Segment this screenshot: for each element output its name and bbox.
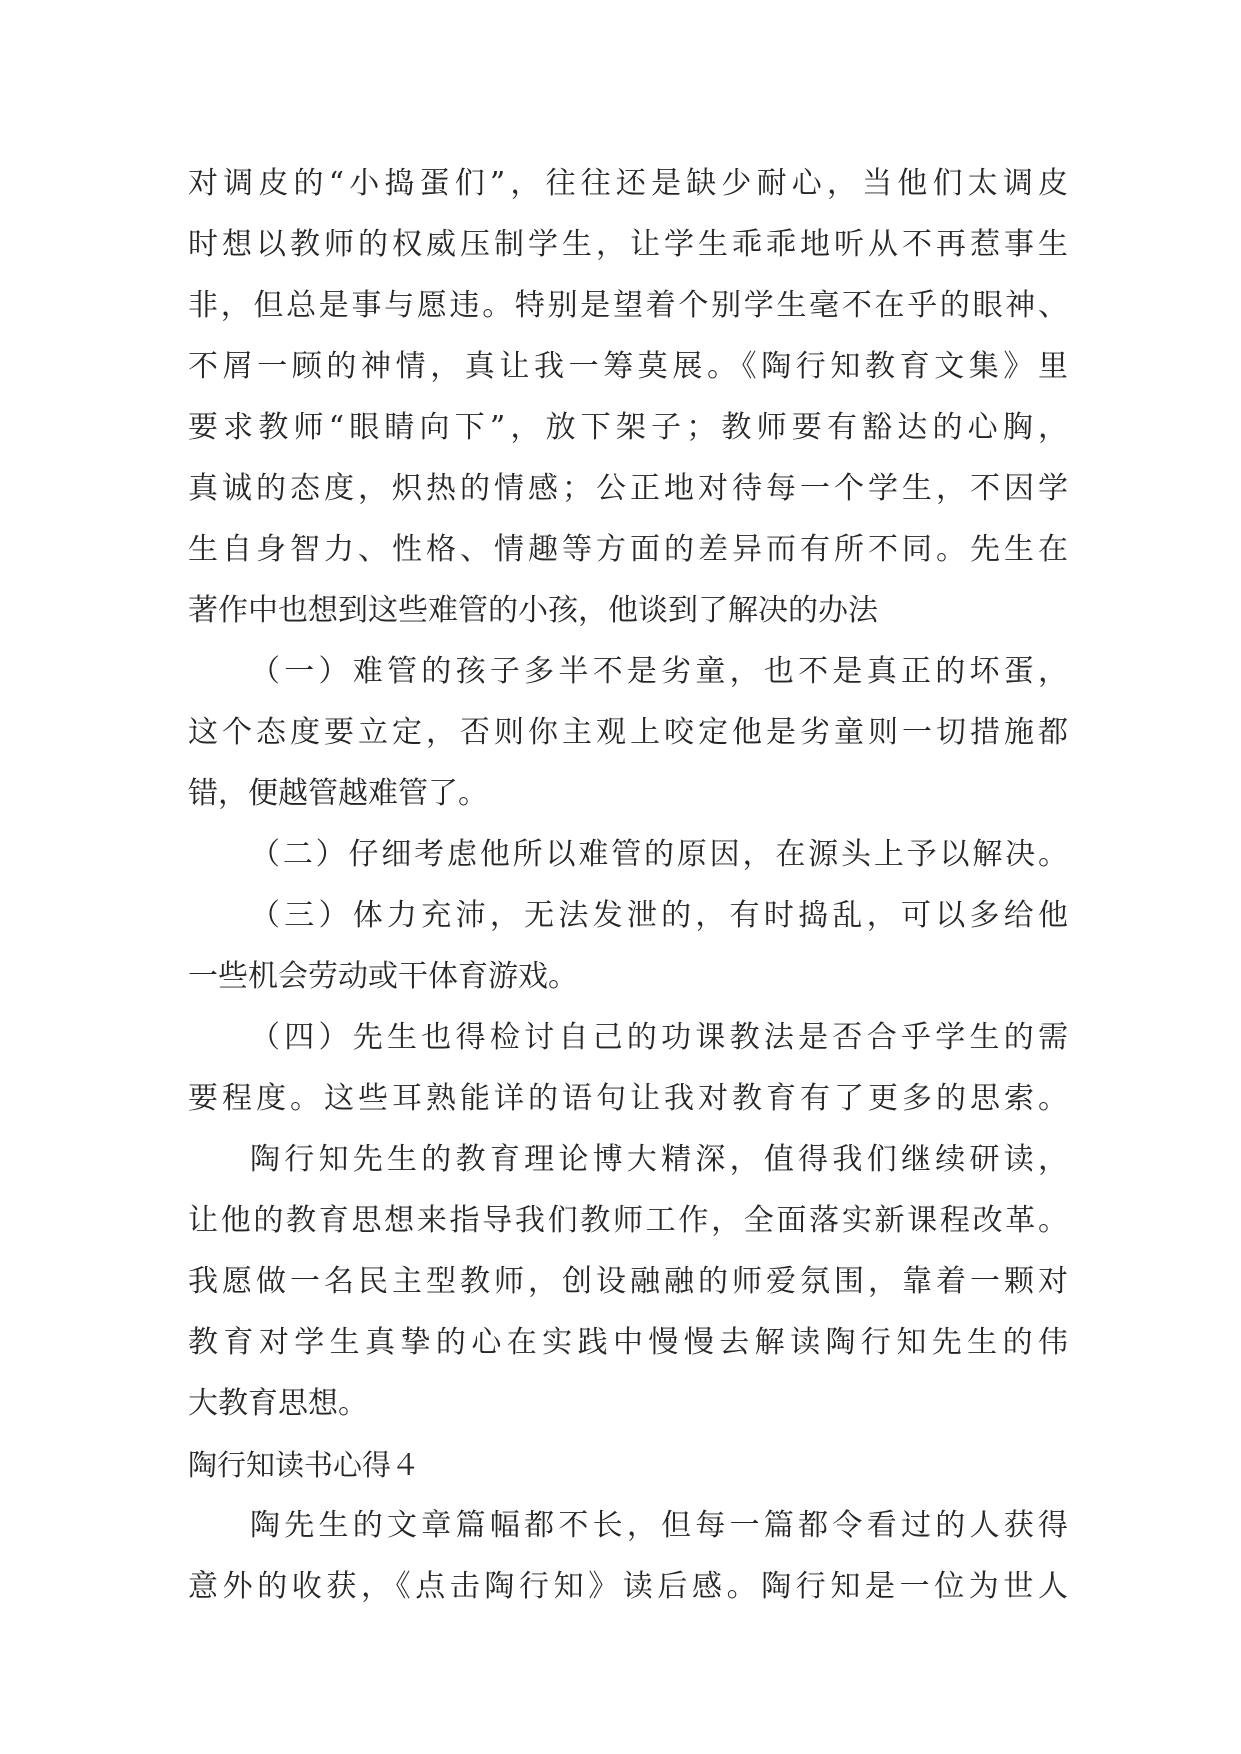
text-line: 我愿做一名民主型教师，创设融融的师爱氛围，靠着一颗对 <box>188 1264 1068 1299</box>
text-line: 不屑一顾的神情，真让我一筹莫展。《陶行知教育文集》里 <box>188 349 1068 384</box>
text-line: 生自身智力、性格、情趣等方面的差异而有所不同。先生在 <box>188 532 1068 567</box>
list-item-4: （四）先生也得检讨自己的功课教法是否合乎学生的需 <box>250 1020 1068 1055</box>
list-item-2: （二）仔细考虑他所以难管的原因，在源头上予以解决。 <box>250 837 1068 872</box>
text-line: 教育对学生真挚的心在实践中慢慢去解读陶行知先生的伟 <box>188 1325 1068 1360</box>
text-line: 对调皮的“小捣蛋们”，往往还是缺少耐心，当他们太调皮 <box>188 166 1068 201</box>
text-line: 要程度。这些耳熟能详的语句让我对教育有了更多的思索。 <box>188 1081 1068 1116</box>
text-line: 著作中也想到这些难管的小孩，他谈到了解决的办法 <box>188 593 878 628</box>
paragraph-start: 陶先生的文章篇幅都不长，但每一篇都令看过的人获得 <box>250 1508 1068 1543</box>
text-line: 一些机会劳动或干体育游戏。 <box>188 959 578 994</box>
section-heading: 陶行知读书心得４ <box>188 1448 421 1482</box>
text-line: 让他的教育思想来指导我们教师工作，全面落实新课程改革。 <box>188 1203 1068 1238</box>
text-line: 意外的收获，《点击陶行知》读后感。陶行知是一位为世人 <box>188 1569 1068 1604</box>
paragraph-start: 陶行知先生的教育理论博大精深，值得我们继续研读， <box>250 1142 1068 1177</box>
list-item-3: （三）体力充沛，无法发泄的，有时捣乱，可以多给他 <box>250 898 1068 933</box>
text-line: 非，但总是事与愿违。特别是望着个别学生毫不在乎的眼神、 <box>188 288 1068 323</box>
text-line: 错，便越管越难管了。 <box>188 776 488 811</box>
list-item-1: （一）难管的孩子多半不是劣童，也不是真正的坏蛋， <box>250 654 1068 689</box>
text-line: 时想以教师的权威压制学生，让学生乖乖地听从不再惹事生 <box>188 227 1068 262</box>
text-line: 大教育思想。 <box>188 1386 368 1421</box>
text-line: 真诚的态度，炽热的情感；公正地对待每一个学生，不因学 <box>188 471 1068 506</box>
text-line: 这个态度要立定，否则你主观上咬定他是劣童则一切措施都 <box>188 715 1068 750</box>
text-line: 要求教师“眼睛向下”，放下架子；教师要有豁达的心胸， <box>188 410 1068 445</box>
